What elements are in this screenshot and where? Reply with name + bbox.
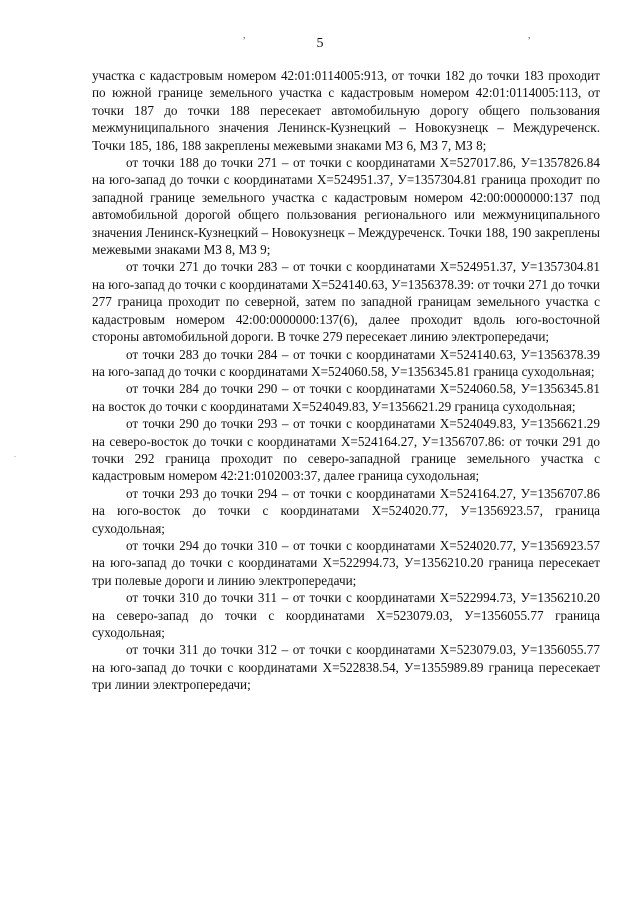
scan-mark: , <box>528 30 531 41</box>
document-body <box>92 67 600 694</box>
paragraph: от точки 293 до точки 294 – от точки с координатами Х=524164.27, У=1356707.86 на юго-восток до точки с координатами Х=524020.77, У=1356923.57, граница суходольная; <box>92 485 600 536</box>
paragraph: от точки 283 до точки 284 – от точки с координатами Х=524140.63, У=1356378.39 на юго-запад до точки с координатами Х=524060.58, У=1356345.81 граница суходольная; <box>92 346 600 379</box>
paragraph: от точки 294 до точки 310 – от точки с координатами Х=524020.77, У=1356923.57 на юго-запад до точки с координатами Х=522994.73, У=1356210.20 граница пересекает три полевые дороги и линию электропередачи; <box>92 537 600 588</box>
paragraph: от точки 271 до точки 283 – от точки с координатами Х=524951.37, У=1357304.81 на юго-запад до точки с координатами Х=524140.63, У=1356378.39: от точки 271 до точки 277 граница проходит по северной, затем по западной границам земельного участка с кадастровым номером 42:00:0000000:137(6), далее проходит вдоль юго-восточной стороны автомобильной дороги. В точке 279 пересекает линию электропередачи; <box>92 259 600 345</box>
paragraph: от точки 188 до точки 271 – от точки с координатами Х=527017.86, У=1357826.84 на юго-запад до точки с координатами Х=524951.37, У=1357304.81 граница проходит по западной границе земельного участка с кадастровым номером 42:00:0000000:137 под автомобильной дорогой общего пользования регионального или межмуниципального значения Ленинск-Кузнецкий – Новокузнецк – Междуреченск. Точки 188, 190 закреплены межевыми знаками МЗ 8, МЗ 9; <box>92 155 600 258</box>
paragraph: от точки 311 до точки 312 – от точки с координатами Х=523079.03, У=1356055.77 на юго-запад до точки с координатами Х=522838.54, У=1355989.89 граница пересекает три линии электропередачи; <box>92 642 600 693</box>
paragraph: от точки 310 до точки 311 – от точки с координатами Х=522994.73, У=1356210.20 на северо-запад до точки с координатами Х=523079.03, У=1356055.77 граница суходольная; <box>92 590 600 640</box>
paragraph: участка с кадастровым номером 42:01:0114005:913, от точки 182 до точки 183 проходит по южной границе земельного участка с кадастровым номером 42:01:0114005:113, от точки 187 до точки 188 пересекает автомобильную дорогу общего пользования межмуниципального значения Ленинск-Кузнецкий – Новокузнецк – Междуреченск. Точки 185, 186, 188 закреплены межевыми знаками МЗ 6, МЗ 7, МЗ 8; <box>92 68 600 153</box>
paragraph: от точки 284 до точки 290 – от точки с координатами Х=524060.58, У=1356345.81 на восток до точки с координатами Х=524049.83, У=1356621.29 граница суходольная; <box>92 381 600 414</box>
scan-mark: . <box>14 450 16 459</box>
page-number: 5 <box>316 36 324 51</box>
paragraph: от точки 290 до точки 293 – от точки с координатами Х=524049.83, У=1356621.29 на северо-восток до точки с координатами Х=524164.27, У=1356707.86: от точки 291 до точки 292 граница проходит по северо-западной границе земельного участка с кадастровым номером 42:21:0102003:37, далее граница суходольная; <box>92 416 600 484</box>
scan-mark: , <box>243 30 246 41</box>
